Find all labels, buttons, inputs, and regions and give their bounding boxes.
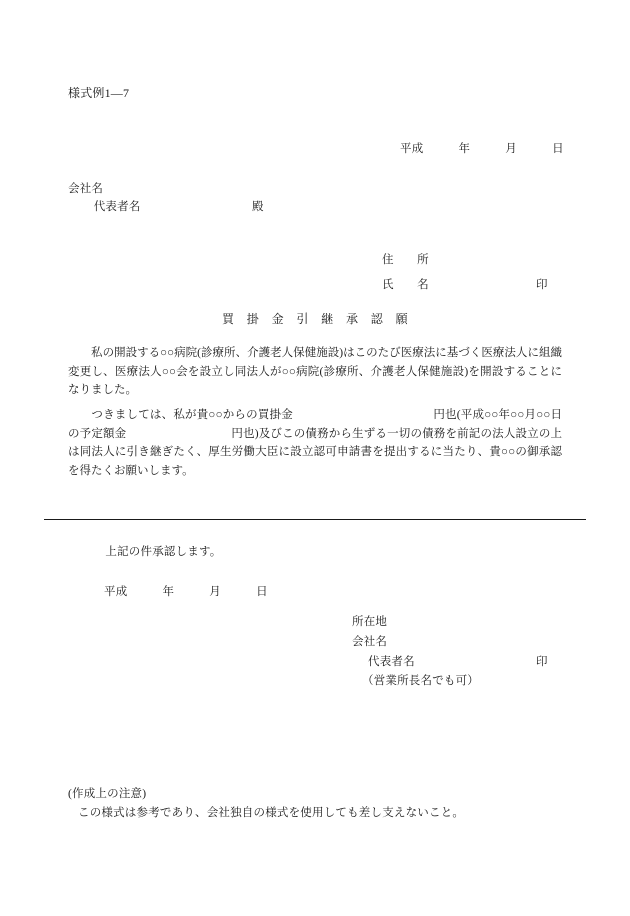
page-title: 買 掛 金 引 継 承 認 願: [221, 312, 408, 326]
addressee-representative-label: 代表者名: [82, 201, 141, 213]
notes-body: この様式は参考であり、会社独自の様式を使用しても差し支えないこと。: [78, 807, 465, 819]
date-line: 平成 年 月 日: [400, 143, 564, 155]
approver-representative-label: 代表者名: [368, 656, 415, 668]
notes-title: (作成上の注意): [68, 788, 147, 800]
addressee-company-label: 会社名: [68, 183, 104, 195]
form-number: 様式例1―7: [68, 86, 130, 100]
seal-mark-sender: 印: [536, 279, 548, 291]
approver-note: （営業所長名でも可）: [362, 675, 479, 687]
honorific-dono: 殿: [252, 201, 264, 213]
paragraph-one: 私の開設する○○病院(診療所、介護老人保健施設)はこのたび医療法に基づく医療法人に組織変更し、医療法人○○会を設立し同法人が○○病院(診療所、介護老人保健施設)を開設することになりました。: [68, 347, 562, 397]
paragraph-two: つきましては、私が貴○○からの買掛金 円也(平成○○年○○月○○日の予定額金 円也)及びこの債務から生ずる一切の債務を前記の法人設立の上は同法人に引き継ぎたく、厚生労働大臣に設立認可申請書を提出するに当たり、貴○○の御承認を得たくお願いします。: [68, 409, 562, 477]
approver-location-label: 所在地: [352, 616, 388, 628]
section-divider: [44, 519, 586, 520]
acknowledgement-date-line: 平成 年 月 日: [104, 586, 268, 598]
sender-address-label: 住 所: [382, 254, 429, 266]
acknowledgement-text: 上記の件承認します。: [82, 546, 222, 558]
approver-company-label: 会社名: [352, 636, 388, 648]
sender-name-label: 氏 名: [382, 279, 429, 291]
seal-mark-approver: 印: [536, 656, 548, 668]
